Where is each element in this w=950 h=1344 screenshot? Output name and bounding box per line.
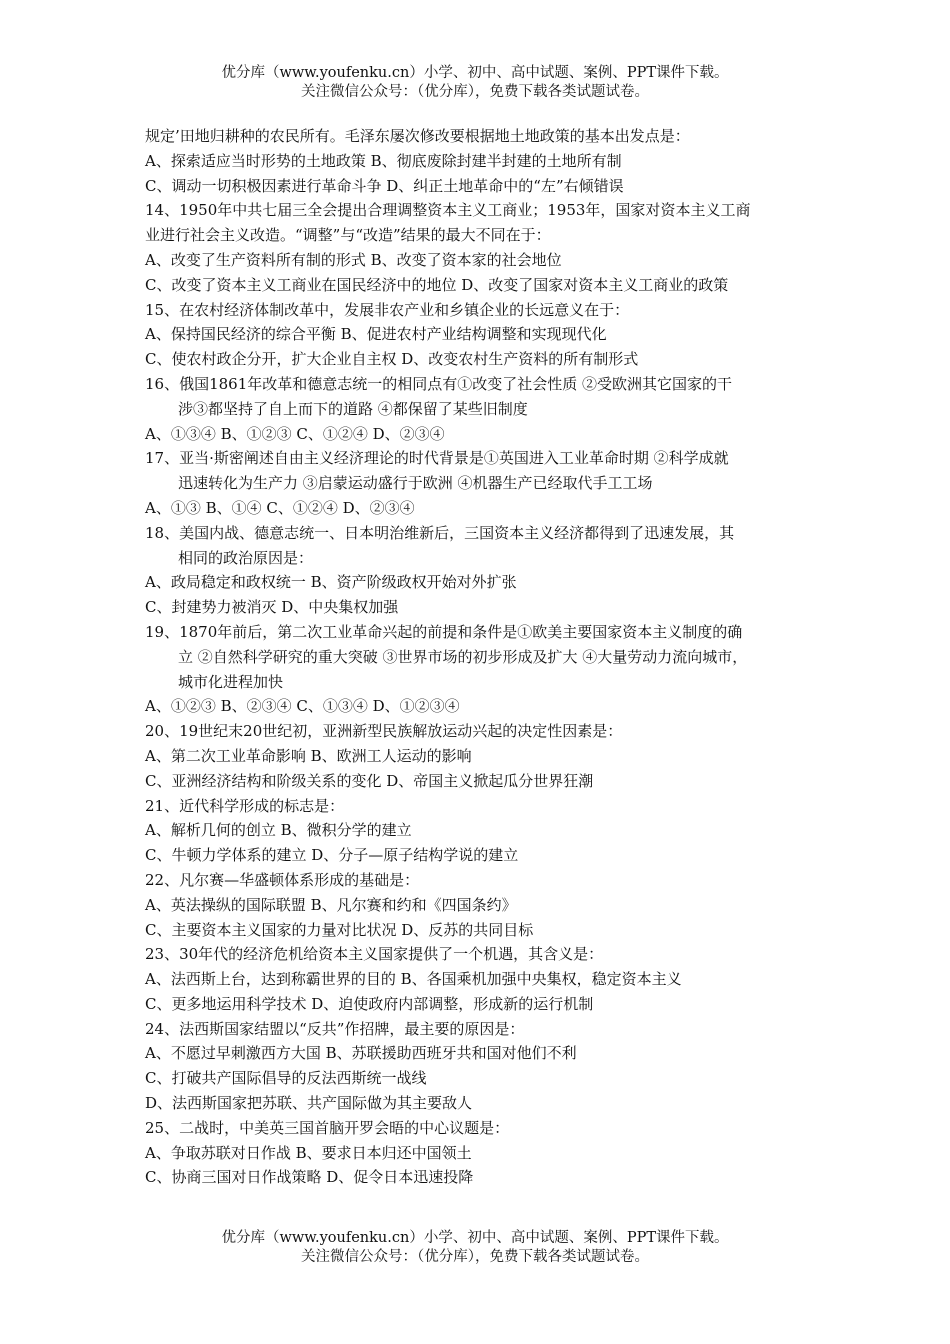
page-header [0,64,950,102]
header-line-2: 关注微信公众号：（优分库），免费下载各类试题试卷。 [301,84,649,100]
question-25: 25、二战时，中美英三国首脑开罗会晤的中心议题是： [145,1118,510,1137]
option-line: C、改变了资本主义工商业在国民经济中的地位 D、改变了国家对资本主义工商业的政策 [145,275,729,294]
footer-line-1: 优分库（www.youfenku.cn）小学、初中、高中试题、案例、PPT课件下载。 [221,1230,729,1246]
question-17: 17、亚当·斯密阐述自由主义经济理论的时代背景是①英国进入工业革命时期 ②科学成就 [145,449,729,468]
option-line: A、第二次工业革命影响 B、欧洲工人运动的影响 [145,746,472,765]
option-line: A、政局稳定和政权统一 B、资产阶级政权开始对外扩张 [145,573,517,592]
text-line: 规定’田地归耕种的农民所有。毛泽东屡次修改要根据地土地政策的基本出发点是： [145,127,690,145]
question-23: 23、30年代的经济危机给资本主义国家提供了一个机遇，其含义是： [145,945,604,964]
option-line: C、协商三国对日作战策略 D、促令日本迅速投降 [145,1168,474,1187]
option-line: C、牛顿力学体系的建立 D、分子—原子结构学说的建立 [145,846,519,865]
option-line: C、打破共产国际倡导的反法西斯统一战线 [145,1069,427,1088]
question-18-cont: 相同的政治原因是： [178,548,314,567]
option-line: A、法西斯上台，达到称霸世界的目的 B、各国乘机加强中央集权，稳定资本主义 [145,970,682,989]
option-line: C、亚洲经济结构和阶级关系的变化 D、帝国主义掀起瓜分世界狂潮 [145,771,594,790]
question-22: 22、凡尔赛—华盛顿体系形成的基础是： [145,870,420,889]
option-line: A、改变了生产资料所有制的形式 B、改变了资本家的社会地位 [145,250,562,269]
option-line: A、①③④ B、①②③ C、①②④ D、②③④ [145,424,445,443]
page-footer [0,1229,950,1267]
option-line: A、①②③ B、②③④ C、①③④ D、①②③④ [145,697,460,716]
option-line: A、探索适应当时形势的土地政策 B、彻底废除封建半封建的土地所有制 [145,151,622,170]
question-21: 21、近代科学形成的标志是： [145,796,345,815]
option-line: A、不愿过早刺激西方大国 B、苏联援助西班牙共和国对他们不利 [145,1044,577,1063]
question-19-cont: 立 ②自然科学研究的重大突破 ③世界市场的初步形成及扩大 ④大量劳动力流向城市， [178,647,748,666]
question-18: 18、美国内战、德意志统一、日本明治维新后，三国资本主义经济都得到了迅速发展，其 [145,523,735,542]
option-line: C、主要资本主义国家的力量对比状况 D、反苏的共同目标 [145,920,534,939]
option-line: C、使农村政企分开，扩大企业自主权 D、改变农村生产资料的所有制形式 [145,350,639,369]
question-19-cont: 城市化进程加快 [178,672,284,691]
option-line: C、封建势力被消灭 D、中央集权加强 [145,598,399,617]
question-17-cont: 迅速转化为生产力 ③启蒙运动盛行于欧洲 ④机器生产已经取代手工工场 [178,474,653,493]
option-line: C、调动一切积极因素进行革命斗争 D、纠正土地革命中的“左”右倾错误 [145,176,624,195]
header-line-1: 优分库（www.youfenku.cn）小学、初中、高中试题、案例、PPT课件下载。 [221,65,729,81]
question-16: 16、俄国1861年改革和德意志统一的相同点有①改变了社会性质 ②受欧洲其它国家的干 [145,374,733,393]
question-14-cont: 业进行社会主义改造。“调整”与“改造”结果的最大不同在于： [145,226,551,245]
option-line: A、解析几何的创立 B、微积分学的建立 [145,821,412,840]
question-19: 19、1870年前后，第二次工业革命兴起的前提和条件是①欧美主要国家资本主义制度的确 [145,622,743,641]
question-14: 14、1950年中共七届三全会提出合理调整资本主义工商业；1953年，国家对资本主义工商 [145,201,751,220]
question-15: 15、在农村经济体制改革中，发展非农产业和乡镇企业的长远意义在于： [145,300,630,319]
option-line: A、①③ B、①④ C、①②④ D、②③④ [145,498,415,517]
document-body [145,124,825,1190]
question-16-cont: 涉③都坚持了自上而下的道路 ④都保留了某些旧制度 [178,399,528,418]
option-line: A、保持国民经济的综合平衡 B、促进农村产业结构调整和实现现代化 [145,325,607,344]
option-line: A、英法操纵的国际联盟 B、凡尔赛和约和《四国条约》 [145,895,517,914]
option-line: C、更多地运用科学技术 D、迫使政府内部调整，形成新的运行机制 [145,994,594,1013]
footer-line-2: 关注微信公众号：（优分库），免费下载各类试题试卷。 [301,1249,649,1265]
option-line: A、争取苏联对日作战 B、要求日本归还中国领土 [145,1143,472,1162]
question-24: 24、法西斯国家结盟以“反共”作招牌，最主要的原因是： [145,1019,525,1038]
option-line: D、法西斯国家把苏联、共产国际做为其主要敌人 [145,1094,473,1113]
question-20: 20、19世纪末20世纪初，亚洲新型民族解放运动兴起的决定性因素是： [145,722,623,741]
